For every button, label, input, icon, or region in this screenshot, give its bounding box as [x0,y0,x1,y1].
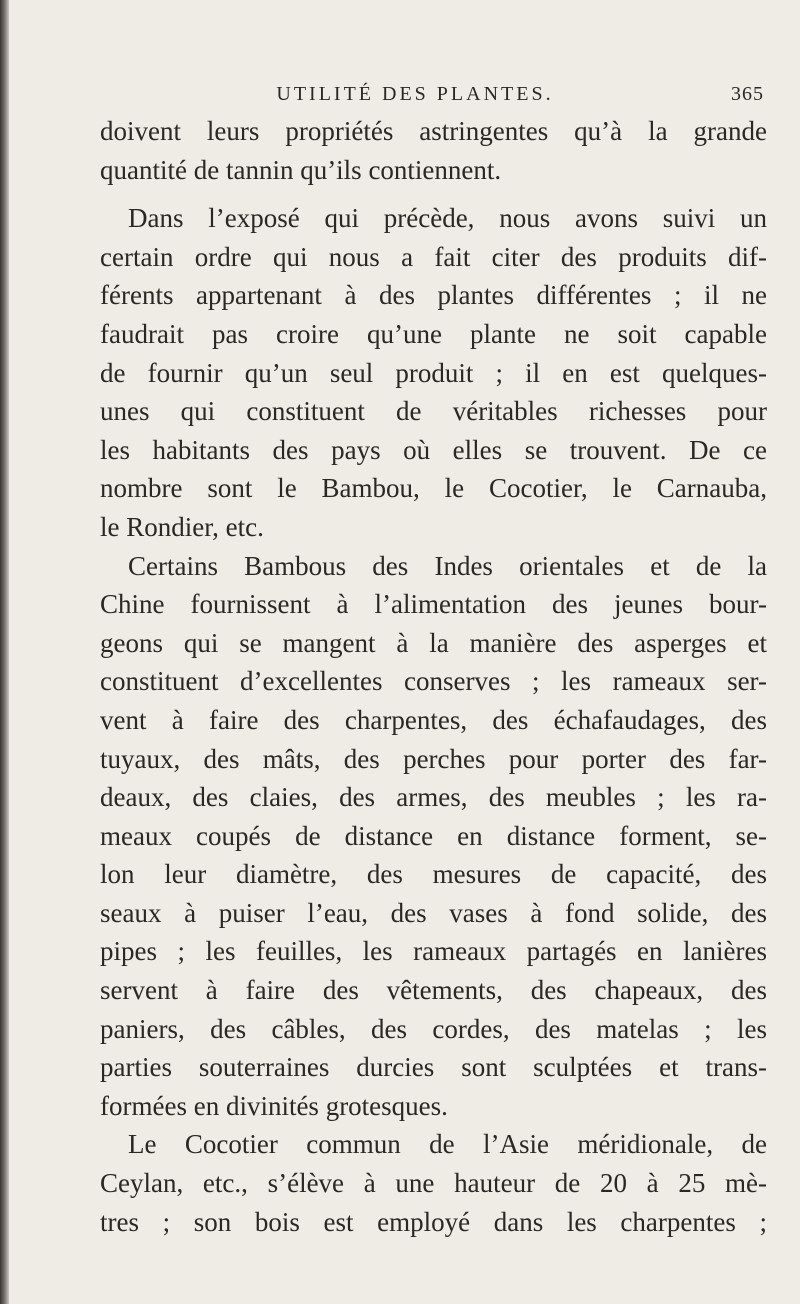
text-line: Certains Bambous des Indes orientales et de la [128,550,767,581]
text-line: Ceylan, etc., s’élève à une hauteur de 20 à 25 mè- [100,1168,767,1199]
running-head [60,83,770,113]
text-line: geons qui se mangent à la manière des asperges et [100,627,767,658]
text-line: seaux à puiser l’eau, des vases à fond solide, des [100,897,767,928]
paragraph [100,199,767,546]
paragraph [100,112,767,189]
text-line: le Rondier, etc. [100,511,264,542]
text-line: constituent d’excellentes conserves ; les rameaux ser- [100,666,767,697]
body-text [100,112,767,1241]
text-line: deaux, des claies, des armes, des meubles ; les ra- [100,782,767,813]
text-line: Dans l’exposé qui précède, nous avons suivi un [128,203,767,234]
text-line: lon leur diamètre, des mesures de capacité, des [100,859,767,890]
text-line: doivent leurs propriétés astringentes qu’à la grande [100,116,767,146]
text-line: meaux coupés de distance en distance forment, se- [100,820,767,851]
text-line: certain ordre qui nous a fait citer des produits dif- [100,241,767,272]
text-line: férents appartenant à des plantes différentes ; il ne [100,280,767,311]
text-line: pipes ; les feuilles, les rameaux partagés en lanières [100,936,767,967]
text-line: Le Cocotier commun de l’Asie méridionale, de [128,1129,767,1160]
text-line: formées en divinités grotesques. [100,1090,448,1121]
text-line: paniers, des câbles, des cordes, des matelas ; les [100,1013,767,1044]
text-line: de fournir qu’un seul produit ; il en est quelques- [100,357,767,388]
text-line: Chine fournissent à l’alimentation des jeunes bour- [100,589,767,620]
page-number: 365 [731,83,764,105]
text-line: parties souterraines durcies sont sculptées et trans- [100,1052,767,1083]
paragraph [100,547,767,1126]
text-line: unes qui constituent de véritables richesses pour [100,396,767,427]
paragraph [100,1125,767,1241]
text-line: servent à faire des vêtements, des chapeaux, des [100,975,767,1006]
text-line: quantité de tannin qu’ils contiennent. [100,154,502,185]
running-title: UTILITÉ DES PLANTES. [276,83,554,105]
text-line: tres ; son bois est employé dans les charpentes ; [100,1206,767,1237]
text-line: vent à faire des charpentes, des échafaudages, des [100,704,767,735]
text-line: tuyaux, des mâts, des perches pour porter des far- [100,743,767,774]
text-line: nombre sont le Bambou, le Cocotier, le Carnauba, [100,473,767,504]
text-line: faudrait pas croire qu’une plante ne soit capable [100,318,767,349]
text-line: les habitants des pays où elles se trouvent. De ce [100,434,767,465]
